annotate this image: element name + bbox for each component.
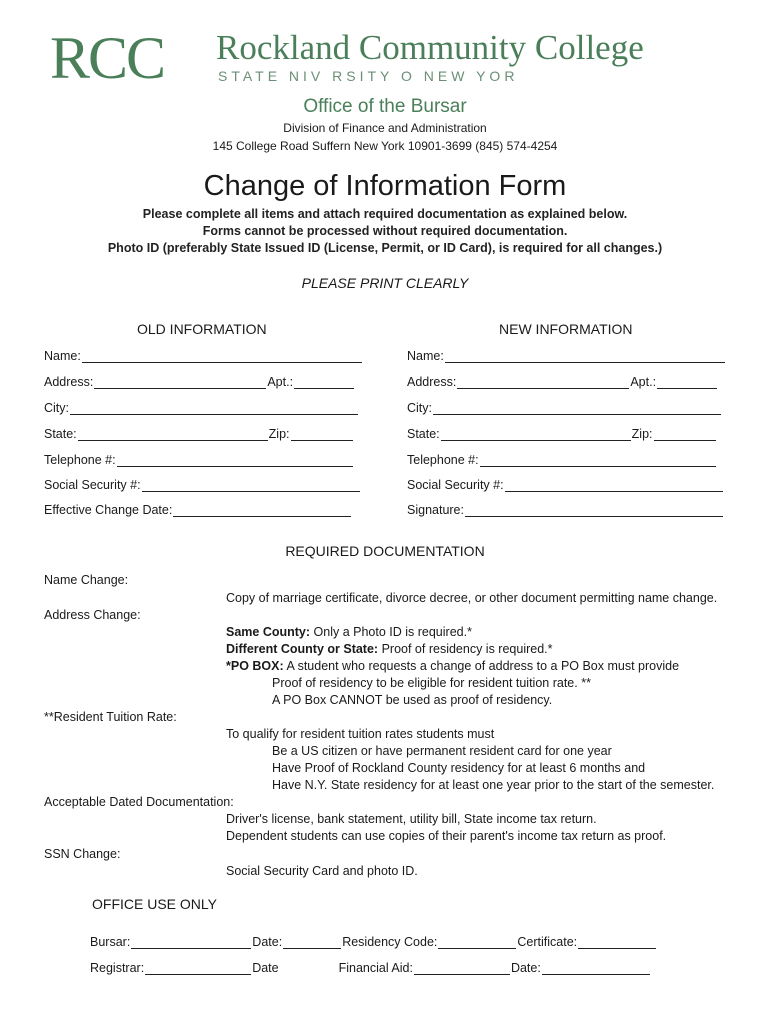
resident-text-3: Have Proof of Rockland County residency for at least 6 months and [272, 761, 646, 775]
new-state-label: State: [407, 427, 440, 441]
old-state-line[interactable] [78, 428, 268, 441]
diff-county-row [226, 642, 553, 656]
financial-aid-date-label: Date: [510, 961, 541, 975]
old-telephone-line[interactable] [117, 454, 353, 467]
old-city-label: City: [44, 401, 69, 415]
new-signature-label: Signature: [407, 503, 464, 517]
financial-aid-label: Financial Aid: [338, 961, 413, 975]
name-change-text: Copy of marriage certificate, divorce decree, or other document permitting name change. [226, 591, 718, 605]
resident-tuition-label: **Resident Tuition Rate: [44, 710, 177, 724]
office-address: 145 College Road Suffern New York 10901-3699 (845) 574-4254 [212, 139, 558, 153]
office-row-2[interactable] [90, 959, 651, 975]
old-ssn-line[interactable] [142, 479, 360, 492]
new-state-field[interactable] [407, 425, 717, 441]
old-zip-line[interactable] [291, 428, 353, 441]
bursar-line[interactable] [131, 936, 251, 949]
new-apt-line[interactable] [657, 376, 717, 389]
new-address-label: Address: [407, 375, 457, 389]
new-zip-label: Zip: [631, 427, 653, 441]
old-info-heading: OLD INFORMATION [137, 321, 267, 337]
new-ssn-field[interactable] [407, 476, 724, 492]
new-telephone-field[interactable] [407, 451, 717, 467]
new-address-field[interactable] [407, 373, 718, 389]
old-effective-date-label: Effective Change Date: [44, 503, 173, 517]
old-effective-date-field[interactable] [44, 501, 352, 517]
instruction-2: Forms cannot be processed without required documentation. [202, 224, 568, 238]
ssn-change-text: Social Security Card and photo ID. [226, 864, 418, 878]
new-signature-field[interactable] [407, 501, 724, 517]
office-title: Office of the Bursar [303, 96, 467, 117]
new-address-line[interactable] [457, 376, 629, 389]
old-ssn-label: Social Security #: [44, 478, 141, 492]
name-change-label: Name Change: [44, 573, 129, 587]
instruction-3: Photo ID (preferably State Issued ID (License, Permit, or ID Card), is required for all changes.) [107, 241, 663, 255]
new-state-line[interactable] [441, 428, 631, 441]
old-apt-line[interactable] [294, 376, 354, 389]
new-telephone-line[interactable] [480, 454, 716, 467]
new-ssn-line[interactable] [505, 479, 723, 492]
new-ssn-label: Social Security #: [407, 478, 504, 492]
pobox-text: A student who requests a change of address to a PO Box must provide [286, 659, 680, 673]
financial-aid-line[interactable] [414, 962, 510, 975]
suny-line: STATE NIV RSITY O NEW YOR [218, 68, 519, 84]
new-telephone-label: Telephone #: [407, 453, 479, 467]
bursar-label: Bursar: [90, 935, 131, 949]
bursar-date-label: Date: [252, 935, 283, 949]
old-name-label: Name: [44, 349, 81, 363]
new-name-label: Name: [407, 349, 444, 363]
old-telephone-field[interactable] [44, 451, 354, 467]
certificate-label: Certificate: [517, 935, 578, 949]
same-county-text: Only a Photo ID is required.* [313, 625, 472, 639]
old-address-field[interactable] [44, 373, 355, 389]
rcc-logo: RCC [50, 25, 165, 91]
old-apt-label: Apt.: [267, 375, 294, 389]
acceptable-text-2: Dependent students can use copies of their parent's income tax return as proof. [226, 829, 667, 843]
old-ssn-field[interactable] [44, 476, 361, 492]
new-zip-line[interactable] [654, 428, 716, 441]
division-text: Division of Finance and Administration [283, 121, 487, 135]
old-name-field[interactable] [44, 347, 363, 363]
new-apt-label: Apt.: [630, 375, 657, 389]
registrar-line[interactable] [145, 962, 251, 975]
old-telephone-label: Telephone #: [44, 453, 116, 467]
office-row-1[interactable] [90, 933, 657, 949]
college-name: Rockland Community College [216, 28, 644, 67]
instruction-1: Please complete all items and attach required documentation as explained below. [142, 207, 628, 221]
resident-text-1: To qualify for resident tuition rates students must [226, 727, 495, 741]
new-city-label: City: [407, 401, 432, 415]
new-info-heading: NEW INFORMATION [499, 321, 633, 337]
old-zip-label: Zip: [268, 427, 290, 441]
acceptable-text-1: Driver's license, bank statement, utility bill, State income tax return. [226, 812, 597, 826]
new-name-line[interactable] [445, 350, 725, 363]
ssn-change-label: SSN Change: [44, 847, 121, 861]
print-clearly: PLEASE PRINT CLEARLY [301, 275, 469, 291]
same-county-label: Same County: [226, 625, 311, 639]
old-state-label: State: [44, 427, 77, 441]
registrar-date-line[interactable] [280, 962, 338, 975]
residency-code-line[interactable] [438, 936, 516, 949]
address-change-label: Address Change: [44, 608, 141, 622]
old-name-line[interactable] [82, 350, 362, 363]
financial-aid-date-line[interactable] [542, 962, 650, 975]
resident-text-2: Be a US citizen or have permanent resident card for one year [272, 744, 612, 758]
form-title: Change of Information Form [203, 170, 567, 202]
bursar-date-line[interactable] [283, 936, 341, 949]
pobox-text-3: A PO Box CANNOT be used as proof of residency. [272, 693, 553, 707]
acceptable-doc-label: Acceptable Dated Documentation: [44, 795, 234, 809]
certificate-line[interactable] [578, 936, 656, 949]
diff-county-label: Different County or State: [226, 642, 379, 656]
residency-code-label: Residency Code: [342, 935, 438, 949]
pobox-row [226, 659, 679, 673]
old-address-line[interactable] [94, 376, 266, 389]
old-address-label: Address: [44, 375, 94, 389]
old-effective-date-line[interactable] [173, 504, 351, 517]
pobox-text-2: Proof of residency to be eligible for resident tuition rate. ** [272, 676, 591, 690]
old-city-line[interactable] [70, 402, 358, 415]
required-doc-heading: REQUIRED DOCUMENTATION [285, 543, 485, 559]
new-city-line[interactable] [433, 402, 721, 415]
new-city-field[interactable] [407, 399, 722, 415]
pobox-label: *PO BOX: [226, 659, 284, 673]
old-city-field[interactable] [44, 399, 359, 415]
same-county-row [226, 625, 472, 639]
diff-county-text: Proof of residency is required.* [381, 642, 553, 656]
new-name-field[interactable] [407, 347, 726, 363]
new-signature-line[interactable] [465, 504, 723, 517]
resident-text-4: Have N.Y. State residency for at least one year prior to the start of the semester. [272, 778, 715, 792]
office-use-heading: OFFICE USE ONLY [92, 896, 217, 912]
registrar-date-label: Date [252, 961, 279, 975]
registrar-label: Registrar: [90, 961, 145, 975]
old-state-field[interactable] [44, 425, 354, 441]
